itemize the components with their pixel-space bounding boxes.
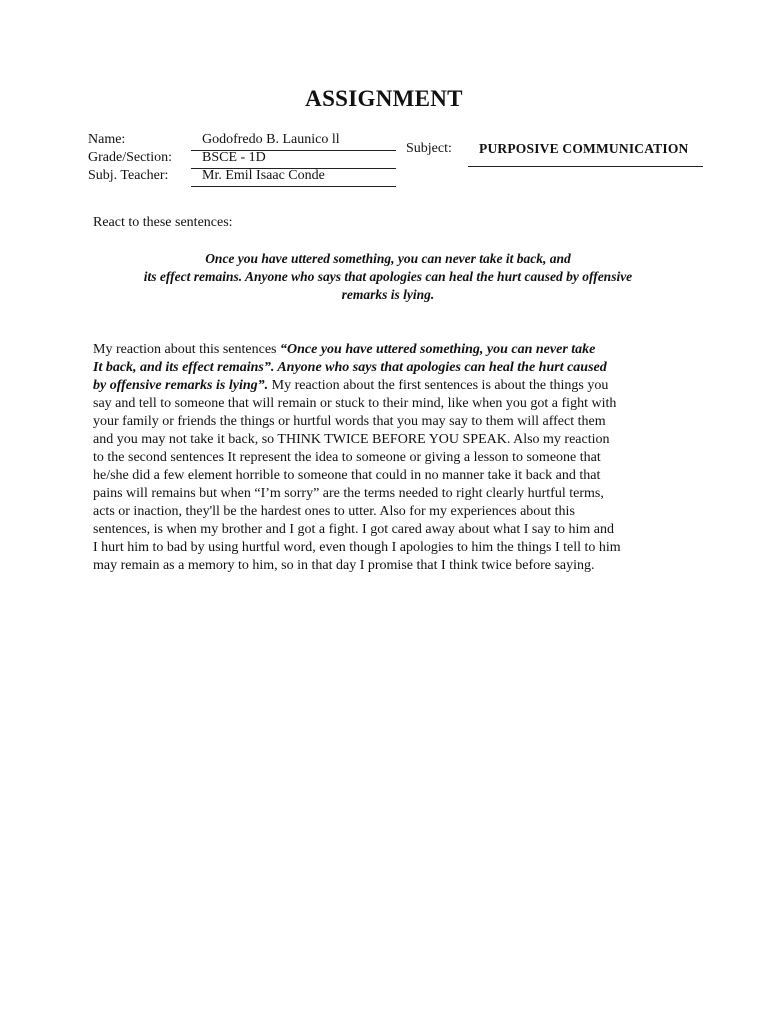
paragraph-line: your family or friends the things or hurtful words that you may say to them will affect them [93, 414, 606, 429]
reaction-paragraph [93, 341, 693, 575]
quoted-text: by offensive remarks is lying”. [93, 378, 269, 393]
quoted-sentences [88, 250, 688, 304]
name-value: Godofredo B. Launico ll [202, 132, 340, 147]
quote-line: remarks is lying. [341, 287, 435, 302]
subject-value: PURPOSIVE COMMUNICATION [479, 141, 689, 156]
paragraph-line: may remain as a memory to him, so in that day I promise that I think twice before saying. [93, 558, 595, 573]
grade-label: Grade/Section: [88, 150, 172, 165]
quote-line: Once you have uttered something, you can never take it back, and [205, 251, 571, 266]
subject-label: Subject: [406, 141, 452, 156]
instruction-text: React to these sentences: [93, 215, 233, 230]
quote-line: its effect remains. Anyone who says that apologies can heal the hurt caused by offensive [143, 269, 633, 284]
quoted-text: It back, and its effect remains”. Anyone who says that apologies can heal the hurt caused [93, 360, 607, 375]
paragraph-text: My reaction about the first sentences is about the things you [268, 378, 609, 393]
paragraph-line: pains will remains but when “I’m sorry” are the terms needed to right clearly hurtful terms, [93, 486, 604, 501]
subject-underline [468, 166, 703, 167]
paragraph-line [93, 341, 693, 359]
paragraph-line: he/she did a few element horrible to someone that could in no manner take it back and that [93, 468, 601, 483]
teacher-label: Subj. Teacher: [88, 168, 169, 183]
paragraph-line: say and tell to someone that will remain or stuck to their mind, like when you got a fight with [93, 396, 617, 411]
teacher-underline [191, 186, 396, 187]
name-label: Name: [88, 132, 126, 147]
quoted-text: “Once you have uttered something, you can never take [280, 342, 596, 357]
document-title: ASSIGNMENT [305, 86, 463, 111]
teacher-value: Mr. Emil Isaac Conde [202, 168, 325, 183]
paragraph-line [93, 377, 693, 395]
paragraph-text: My reaction about this sentences [93, 342, 281, 357]
paragraph-line: I hurt him to bad by using hurtful word, even though I apologies to him the things I tell to him [93, 540, 621, 555]
grade-value: BSCE - 1D [202, 150, 266, 165]
paragraph-line: and you may not take it back, so THINK TWICE BEFORE YOU SPEAK. Also my reaction [93, 432, 610, 447]
paragraph-line: to the second sentences It represent the idea to someone or giving a lesson to someone that [93, 450, 601, 465]
paragraph-line: sentences, is when my brother and I got a fight. I got cared away about what I say to him and [93, 522, 614, 537]
paragraph-line: acts or inaction, they'll be the hardest ones to utter. Also for my experiences about this [93, 504, 575, 519]
